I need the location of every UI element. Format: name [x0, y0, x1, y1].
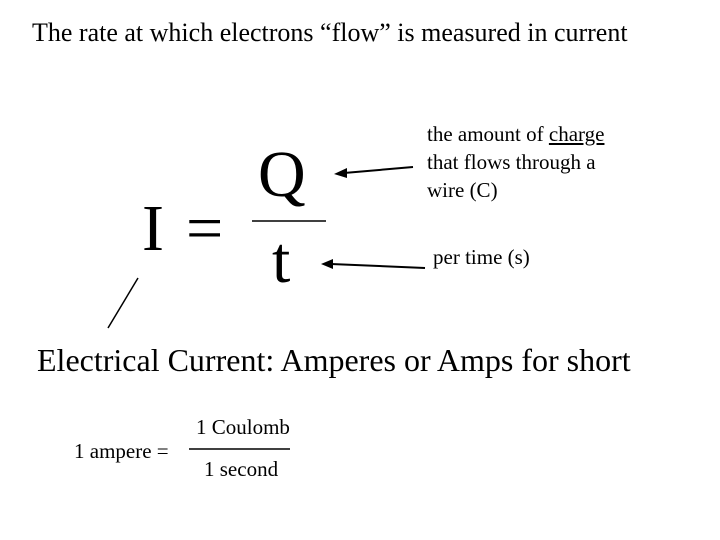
section-heading: Electrical Current: Amperes or Amps for short [37, 342, 631, 378]
arrow-to-t-head [321, 259, 333, 269]
pointer-line-to-i [108, 278, 138, 328]
annotation-time: per time (s) [433, 245, 530, 269]
ampere-definition-denominator: 1 second [204, 457, 279, 481]
annotation-charge-line3: wire (C) [427, 178, 498, 202]
annotation-charge-line1 [427, 120, 604, 148]
slide-title: The rate at which electrons “flow” is measured in current [32, 18, 628, 47]
equation-equals-sign: = [186, 192, 224, 265]
equation-numerator-charge: Q [258, 138, 306, 211]
ampere-definition-numerator: 1 Coulomb [196, 415, 290, 439]
ampere-definition-lhs: 1 ampere = [74, 439, 169, 463]
annotation-charge-line2: that flows through a [427, 150, 596, 174]
arrow-to-q-head [334, 168, 347, 178]
arrow-to-q-shaft [344, 167, 413, 173]
annotation-charge-underlined-word: charge [548, 122, 605, 146]
annotation-charge [427, 120, 604, 204]
annotation-charge-line1-text: the amount of [427, 122, 549, 146]
equation-current-symbol: I [142, 192, 164, 265]
arrow-to-t-shaft [331, 264, 425, 268]
equation-denominator-time: t [272, 224, 291, 297]
